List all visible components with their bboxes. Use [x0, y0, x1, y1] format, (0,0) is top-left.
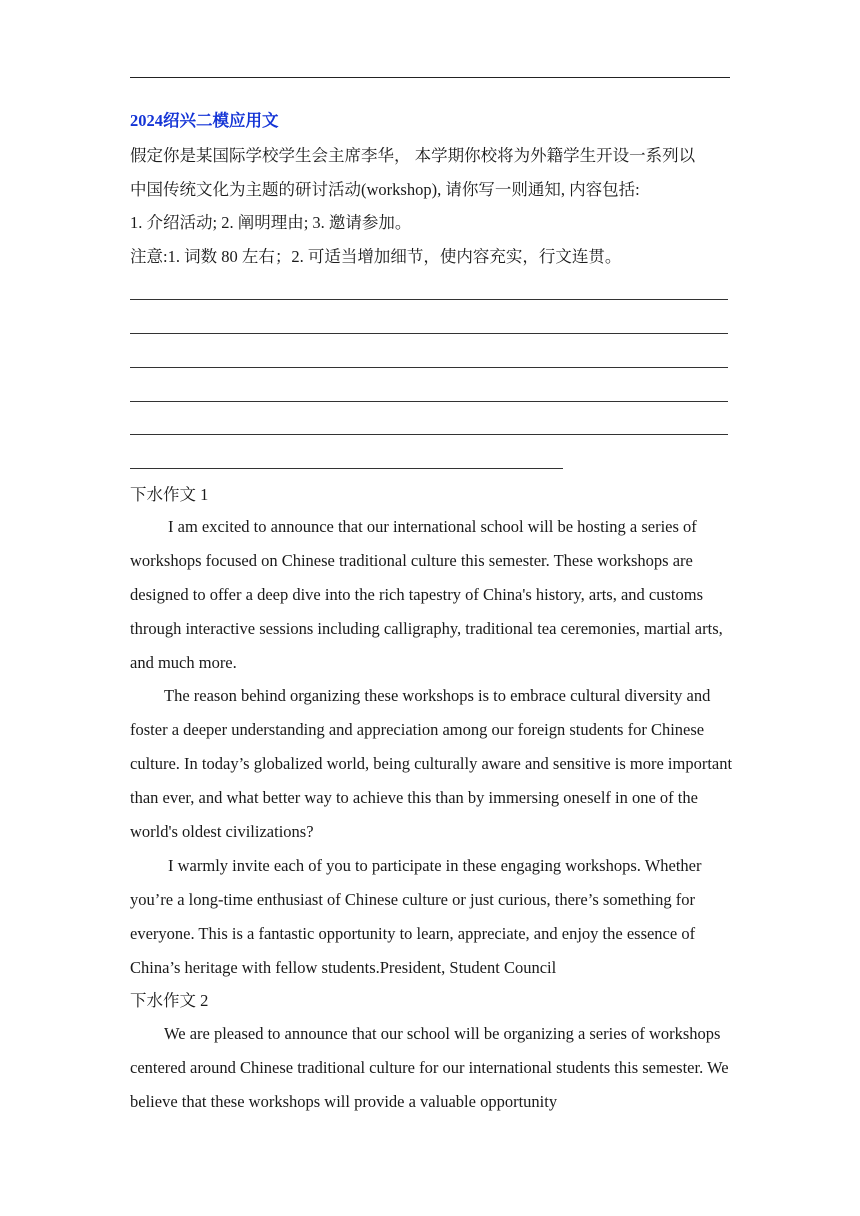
essay2-heading: 下水作文 2 — [130, 991, 209, 1010]
answer-line — [130, 333, 728, 334]
prompt-line-2: 中国传统文化为主题的研讨活动(workshop), 请你写一则通知, 内容包括: — [130, 180, 640, 199]
essay1-paragraph-1: I am excited to announce that our international school will be hosting a series of workshops focused on Chinese traditional culture this semester. These workshops are designed to offer a deep dive into the rich tapestry of China's history, arts, and customs through interactive sessions including calligraphy, traditional tea ceremonies, martial arts, and much more. — [130, 517, 723, 672]
essay1-paragraph-3: I warmly invite each of you to participate in these engaging workshops. Whether you’re a long-time enthusiast of Chinese culture or just curious, there’s something for everyone. This is a fantastic opportunity to learn, appreciate, and enjoy the essence of China’s heritage with fellow students.President, Student Council — [130, 856, 702, 977]
prompt-line-4: 注意:1. 词数 80 左右；2. 可适当增加细节，使内容充实，行文连贯。 — [130, 247, 622, 266]
header-rule — [130, 77, 730, 78]
answer-line — [130, 434, 728, 435]
essay1-heading: 下水作文 1 — [130, 485, 209, 504]
page-title: 2024绍兴二模应用文 — [130, 111, 279, 130]
essay2-paragraph-1: We are pleased to announce that our school will be organizing a series of workshops centered around Chinese traditional culture for our international students this semester. We believe that these workshops will provide a valuable opportunity — [130, 1024, 729, 1111]
prompt-line-1: 假定你是某国际学校学生会主席李华， 本学期你校将为外籍学生开设一系列以 — [130, 146, 696, 165]
answer-line — [130, 367, 728, 368]
essay1-paragraph-2: The reason behind organizing these workshops is to embrace cultural diversity and foster a deeper understanding and appreciation among our foreign students for Chinese culture. In today’s globalized world, being culturally aware and sensitive is more important than ever, and what better way to achieve this than by immersing oneself in one of the world's oldest civilizations? — [130, 686, 733, 841]
answer-line — [130, 299, 728, 300]
answer-line — [130, 401, 728, 402]
prompt-line-3: 1. 介绍活动; 2. 阐明理由; 3. 邀请参加。 — [130, 213, 412, 232]
answer-line — [130, 468, 563, 469]
